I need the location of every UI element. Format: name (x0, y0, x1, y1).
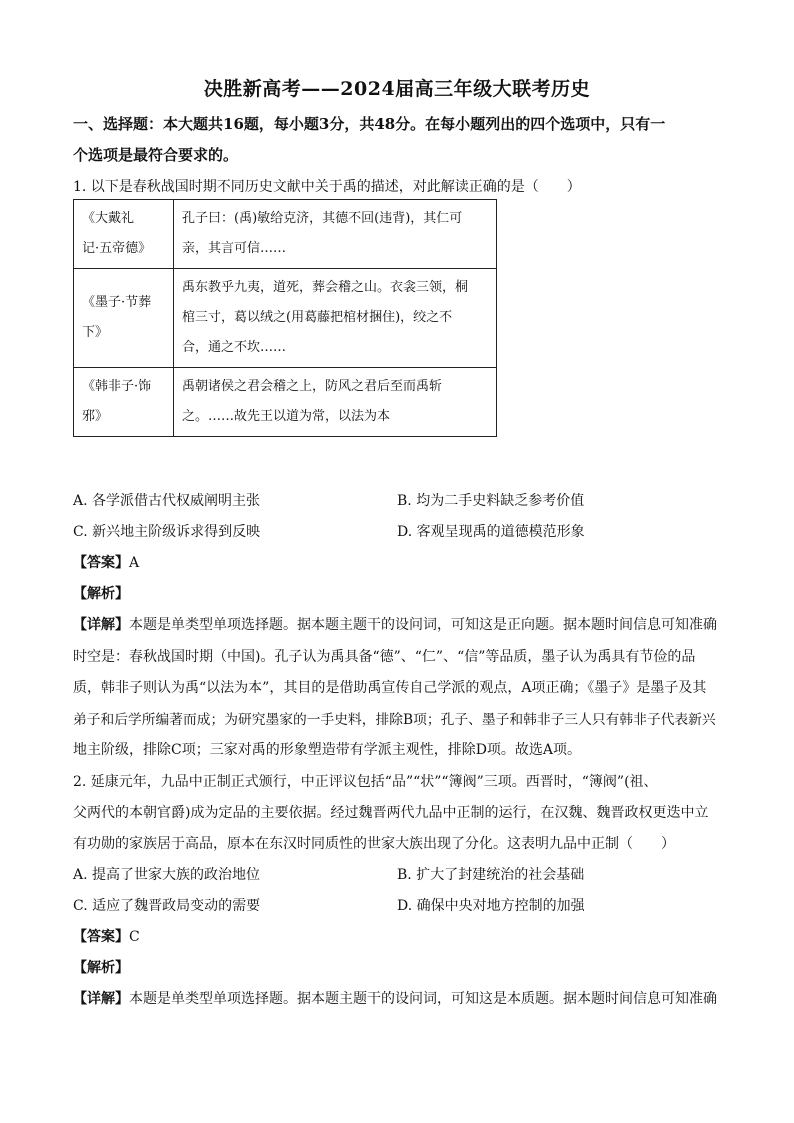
text-line: 之。……故先王以道为常，以法为本 (182, 409, 391, 424)
q2-answer (73, 926, 140, 946)
detail-text: 本题是单类型单项选择题。据本题主题干的设问词，可知这是本质题。据本题时间信息可知准确 (129, 991, 717, 1007)
q1-option-d: D. 客观呈现禹的道德模范形象 (397, 524, 585, 540)
q1-detail-line-5: 地主阶级，排除C项；三家对禹的形象塑造带有学派主观性，排除D项。故选A项。 (73, 742, 582, 758)
q2-detail-line-1 (73, 988, 723, 1008)
source-line: 《大戴礼 (82, 211, 135, 226)
q1-stem: 1. 以下是春秋战国时期不同历史文献中关于禹的描述，对此解读正确的是（ ） (73, 179, 581, 195)
q2-option-d: D. 确保中央对地方控制的加强 (397, 898, 585, 914)
q1-option-c: C. 新兴地主阶级诉求得到反映 (73, 524, 261, 540)
table-row (74, 200, 497, 269)
section-header-line-1: 一、选择题：本大题共16题，每小题3分，共48分。在每小题列出的四个选项中，只有一 (73, 115, 666, 133)
text-line: 禹朝诸侯之君会稽之上，防风之君后至而禹斩 (182, 379, 443, 394)
q1-detail-line-3: 质，韩非子则认为禹“以法为本”，其目的是借助禹宣传自己学派的观点，A项正确；《墨子》是墨子及其 (73, 680, 707, 696)
source-line: 《韩非子·饰 (82, 379, 152, 394)
q1-answer (73, 552, 139, 572)
q1-analysis-label (73, 583, 129, 603)
detail-text: 本题是单类型单项选择题。据本题主题干的设问词，可知这是正向题。据本题时间信息可知准确 (129, 617, 717, 633)
detail-label: 【详解】 (73, 991, 129, 1007)
text-line: 禹东教乎九夷，道死，葬会稽之山。衣衾三领，桐 (182, 280, 469, 295)
answer-label: 【答案】 (73, 555, 129, 571)
page-title: 决胜新高考——2024届高三年级大联考历史 (203, 78, 591, 100)
source-cell (74, 368, 174, 437)
q2-option-a: A. 提高了世家大族的政治地位 (73, 867, 261, 883)
source-line: 《墨子·节葬 (82, 295, 152, 310)
q1-detail-line-1 (73, 614, 723, 634)
source-cell (74, 200, 174, 269)
analysis-label: 【解析】 (73, 586, 129, 602)
q2-option-b: B. 扩大了封建统治的社会基础 (397, 867, 585, 883)
q1-option-a: A. 各学派借古代权威阐明主张 (73, 493, 261, 509)
q2-stem-line-1: 2. 延康元年，九品中正制正式颁行，中正评议包括“品”“状”“簿阀”三项。西晋时，“簿阀”(祖、 (73, 774, 658, 790)
text-cell (174, 200, 497, 269)
q2-analysis-label (73, 957, 129, 977)
source-line: 邪》 (82, 409, 109, 424)
table-row (74, 368, 497, 437)
table-row (74, 269, 497, 368)
q2-stem-line-2: 父两代的本朝官爵)成为定品的主要依据。经过魏晋两代九品中正制的运行，在汉魏、魏晋政权更迭中立 (73, 805, 709, 821)
answer-value: A (129, 555, 140, 571)
q1-detail-line-2: 时空是：春秋战国时期（中国)。孔子认为禹具备“德”、“仁”、“信”等品质，墨子认为禹具有节俭的品 (73, 649, 696, 665)
source-line: 记·五帝德》 (82, 241, 152, 256)
text-line: 亲，其言可信…… (182, 241, 287, 256)
answer-value: C (129, 929, 140, 945)
text-line: 孔子曰：(禹)敏给克济，其德不回(违背)，其仁可 (182, 211, 463, 226)
section-header-line-2: 个选项是最符合要求的。 (73, 146, 239, 164)
text-line: 棺三寸，葛以绒之(用葛藤把棺材捆住)，绞之不 (182, 310, 453, 325)
text-cell (174, 368, 497, 437)
analysis-label: 【解析】 (73, 960, 129, 976)
source-line: 下》 (82, 325, 109, 340)
detail-label: 【详解】 (73, 617, 129, 633)
text-cell (174, 269, 497, 368)
q1-detail-line-4: 弟子和后学所编著而成；为研究墨家的一手史料，排除B项；孔子、墨子和韩非子三人只有韩非子代表新兴 (73, 712, 716, 728)
q2-stem-line-3: 有功勋的家族居于高品，原本在东汉时同质性的世家大族出现了分化。这表明九品中正制（ ） (73, 836, 675, 852)
answer-label: 【答案】 (73, 929, 129, 945)
source-cell (74, 269, 174, 368)
text-line: 合，通之不坎…… (182, 340, 287, 355)
q1-option-b: B. 均为二手史料缺乏参考价值 (397, 493, 585, 509)
q2-option-c: C. 适应了魏晋政局变动的需要 (73, 898, 261, 914)
q1-source-table (73, 199, 497, 437)
